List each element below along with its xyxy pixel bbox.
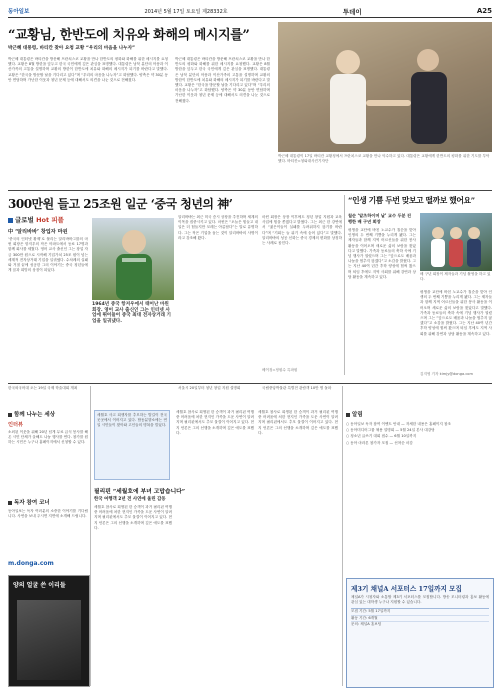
- main-headline: 300만원 들고 25조원 일군 ‘중국 청년의 神’: [8, 197, 233, 211]
- jack-ma-photo: [92, 218, 174, 300]
- top-headline: “교황님, 한반도에 치유와 화해의 메시지를”: [8, 28, 250, 43]
- main-subhead: 中 ‘알리바바’ 창업자 마윈: [8, 229, 68, 235]
- section-divider-2: [8, 383, 492, 384]
- book-cover-image: [17, 600, 81, 680]
- page-number: A25: [476, 7, 492, 15]
- group-figures: [420, 213, 492, 271]
- mid-bottom-sub: 한국 여행객 2년 전 사연에 울린 감동: [94, 497, 166, 502]
- masthead: [8, 5, 492, 18]
- main-body-col3: 마윈 회장은 상장 이후에도 청년 창업 지원과 교육 사업에 힘을 쏟겠다고 밝혔다. 그는 최근 한 강연에서 “젊은이들이 실패를 두려워하지 않기를 바란다”며 “기회는 늘 위기 속에 숨어 있다”고 말했다. 알리바바의 성공 신화는 중국 경제의 변화를 상징하는 사례로 꼽힌다.: [262, 215, 342, 246]
- section-name: 투데이: [342, 7, 362, 16]
- sidebar-section2-body: 동아일보는 독자 여러분의 소중한 이야기를 기다립니다. 사연을 보내 주시면 지면에 소개해 드립니다.: [8, 509, 88, 519]
- section-divider: [8, 190, 492, 191]
- book-ad[interactable]: [8, 575, 90, 687]
- column-divider: [90, 386, 91, 686]
- photo-credit: 바티칸=청와대사진기자단: [287, 158, 329, 163]
- top-subhead: 박근혜 대통령, 바티칸 찾아 요청 교황 “우리의 마음을 나누자”: [8, 46, 136, 51]
- main-byline: 베이징=정원수 특파원: [262, 368, 298, 372]
- culture-body-col1: 평생을 교단에 바친 노교수가 칠순을 맞아 인생의 두 번째 기쁨을 누리게 됐다. 그는 제자들과 함께 지역 어르신들을 위한 봉사 활동을 이어오며 새로운 삶의 보람을 찾았다고 말했다. 가족과 동료들의 축하 속에 기념 행사가 열렸으며 그는 “앞으로도 배움과 나눔을 멈추지 않겠다”고 소감을 밝혔다. 그는 지난 40여 년간 후학 양성에 힘써 왔으며 퇴임 후에도 지역 사회를 위해 강연과 상담 활동을 계속하고 있다.: [348, 228, 416, 279]
- notice-item: ○ 동아일보 독자 참여 이벤트 안내 — 자세한 내용은 홈페이지 참조: [346, 422, 451, 426]
- ad-table-row: 문의: 채널A 홍보팀: [351, 621, 382, 626]
- sidebar-section1-title: 인터뷰: [8, 422, 24, 428]
- ad-table-row: 모집 기간: 5월 17일까지: [351, 609, 489, 615]
- column-divider: [342, 386, 343, 686]
- top-body-continued: 박근혜 대통령은 바티칸을 방문해 프란치스코 교황을 만나 한반도의 평화와 화해를 위한 메시지를 요청했다. 교황은 8월 방한을 앞두고 한국 국민에게 깊은 관심을 표명했다. 대통령은 남북 분단의 아픔과 이산가족의 고통을 설명하며 교황의 방한이 한반도에 치유와 화해의 메시지가 되기를 바란다고 말했다. 교황은 “한국을 방문할 날을 기다리고 있다”며 “우리의 마음을 나누자”고 화답했다. 양측은 약 30분 동안 면담하며 가난한 이웃과 청년 문제 등에 대해서도 의견을 나눈 것으로 전해졌다.: [175, 57, 270, 103]
- pope-meeting-photo: [278, 22, 492, 152]
- culture-subhead: 칠순 ‘알츠하이머 날’ 교수 두분 진행한 배 구년 회장: [348, 213, 412, 224]
- notice-section-head: [346, 410, 363, 418]
- sidebar-section2-label: 독자 참여 코너: [14, 500, 50, 506]
- mid-bottom-body-col1: 세월호 참사로 희생된 한 승객이 과거 필리핀 여행 중 어려움에 처한 현지인 가족을 도운 사연이 알려지며 필리핀에서도 추모 물결이 이어지고 있다. 현지 언론은 그의 선행을 소개하며 깊은 애도를 표했다.: [94, 505, 172, 530]
- square-icon: [8, 501, 12, 505]
- channel-a-ad-title: 제3기 채널A 서포터스 17일까지 모집: [351, 585, 462, 593]
- ad-table-row: 활동 기간: 6개월: [351, 616, 489, 622]
- brief-3: 국립중앙박물관 특별전 관람객 10만 명 돌파: [262, 386, 332, 390]
- mid-bottom-body-col2: 세월호 참사로 희생된 한 승객이 과거 필리핀 여행 중 어려움에 처한 현지인 가족을 도운 사연이 알려지며 필리핀에서도 추모 물결이 이어지고 있다. 현지 언론은 그의 선행을 소개하며 깊은 애도를 표했다.: [176, 410, 254, 435]
- culture-byline: 김지영 기자 kimjy@donga.com: [420, 372, 474, 376]
- notice-item: ○ 동아미디어그룹 채용 설명회 — 5월 24일 본사 대강당: [346, 428, 435, 433]
- tag-hot-label: Hot 피플: [36, 216, 64, 224]
- tag-label: 글로벌: [15, 216, 34, 224]
- brief-1: 한국외국어대 오는 19일 국제 학술대회 개최: [8, 386, 78, 390]
- brief-box-text: 세월호 사고 희생자를 추모하는 발길이 전국 곳곳에서 이어지고 있다. 합동분향소에는 연일 시민들이 찾아와 고인들의 명복을 빌었다.: [97, 413, 167, 428]
- channel-a-ad-body: 채널A가 시청자와 소통할 제3기 서포터스를 모집합니다. 방송 모니터링과 홍보 활동에 관심 있는 대학생 누구나 지원할 수 있습니다.: [351, 595, 489, 605]
- section-tag: [8, 215, 64, 224]
- culture-photo: [420, 213, 492, 271]
- culture-headline: “인생 기쁨 두번 맞보고 떨까보 했어요”: [348, 196, 475, 205]
- top-photo-caption: [278, 154, 492, 163]
- top-body: 박근혜 대통령은 바티칸을 방문해 프란치스코 교황을 만나 한반도의 평화와 화해를 위한 메시지를 요청했다. 교황은 8월 방한을 앞두고 한국 국민에게 깊은 관심을 표명했다. 대통령은 남북 분단의 아픔과 이산가족의 고통을 설명하며 교황의 방한이 한반도에 치유와 화해의 메시지가 되기를 바란다고 말했다. 교황은 “한국을 방문할 날을 기다리고 있다”며 “우리의 마음을 나누자”고 화답했다. 양측은 약 30분 동안 면담하며 가난한 이웃과 청년 문제 등에 대해서도 의견을 나눈 것으로 전해졌다.: [8, 57, 168, 82]
- paper-name: 동아일보: [8, 9, 30, 15]
- column-divider: [344, 195, 345, 375]
- photo-figures: [278, 22, 492, 152]
- channel-a-ad[interactable]: [346, 578, 494, 688]
- main-body-col2: 알리바바는 최근 미국 증시 상장을 추진하며 세계의 이목을 집중시키고 있다. 마윈은 “오늘은 힘들고 내일은 더 힘들지만 모레는 아름답다”는 말로 유명하다. 그는 작은 기업을 돕는 것이 알리바바의 사명이라고 강조해 왔다.: [178, 215, 258, 240]
- sidebar-section1-body: 소외된 이웃을 위해 20년 넘게 무료 급식 봉사를 해 온 시민 단체가 올해도 나눔 행사를 연다. 참가를 원하는 시민은 누구나 홈페이지에서 신청할 수 있다.: [8, 430, 88, 445]
- culture-body-col2: 평생을 교단에 바친 노교수가 칠순을 맞아 인생의 두 번째 기쁨을 누리게 됐다. 그는 제자들과 함께 지역 어르신들을 위한 봉사 활동을 이어오며 새로운 삶의 보람을 찾았다고 말했다. 가족과 동료들의 축하 속에 기념 행사가 열렸으며 그는 “앞으로도 배움과 나눔을 멈추지 않겠다”고 소감을 밝혔다. 그는 지난 40여 년간 후학 양성에 힘써 왔으며 퇴임 후에도 지역 사회를 위해 강연과 상담 활동을 계속하고 있다.: [420, 290, 492, 336]
- notice-item: ○ 청소년 글쓰기 대회 접수 — 6월 10일까지: [346, 434, 417, 439]
- issue-date: 2014년 5월 17일 토요일: [144, 8, 201, 15]
- main-photo-caption: 1964년 중국 항저우에서 태어난 마윈 회장. 영어 교사 출신인 그는 인터넷 사업에 뛰어들어 중국 최대 전자상거래 기업을 일궈냈다.: [92, 302, 171, 324]
- sidebar-section2-head: [8, 498, 50, 506]
- brief-box: [94, 410, 170, 480]
- mid-bottom-headline: 필리핀 “세월호에 부녀 고맙습니다”: [94, 489, 186, 495]
- caption-text: 박근혜 대통령이 17일 바티칸 교황청에서 프란치스코 교황을 만나 악수하고 있다. 대통령은 교황에게 한반도의 평화를 위한 기도를 부탁했다.: [278, 154, 490, 163]
- notice-body: 세월호 참사로 희생된 한 승객이 과거 필리핀 여행 중 어려움에 처한 현지인 가족을 도운 사연이 알려지며 필리핀에서도 추모 물결이 이어지고 있다. 현지 언론은 그의 선행을 소개하며 깊은 애도를 표했다.: [258, 410, 338, 435]
- square-icon: [8, 413, 12, 417]
- notice-section-label: 알림: [352, 412, 363, 418]
- brief-2: 서울시 20일부터 청년 창업 지원 설명회: [178, 386, 241, 390]
- culture-caption: 배 구년 회장이 제자들과 기념 촬영을 하고 있다.: [420, 272, 491, 281]
- square-icon: [8, 218, 13, 223]
- ad-table: [351, 608, 489, 627]
- site-link[interactable]: m.donga.com: [8, 560, 54, 567]
- main-body-col1: ‘중국의 인터넷 황제’로 불리는 알리바바그룹의 마윈 회장은 항저우의 작은 아파트에서 동료 17명과 함께 회사를 세웠다. 영어 교사 출신인 그는 창업 자금 300만 원으로 시작해 기업가치 25조 원이 넘는 세계적 전자상거래 기업을 일궈냈다. 수차례의 실패와 거절 끝에 성공한 그의 이야기는 중국 청년들에게 꿈과 희망의 상징이 되었다.: [8, 237, 88, 273]
- sidebar-section1-label: 함께 나누는 세상: [14, 412, 56, 418]
- portrait-figure: [92, 218, 174, 300]
- notice-list: [346, 422, 492, 447]
- square-icon: [346, 413, 350, 417]
- issue-number: 제28332호: [202, 8, 228, 15]
- book-ad-title: 양의 얼굴 쓴 이리들: [13, 582, 66, 589]
- notice-item: ○ 동아 마라톤 참가자 모집 — 선착순 마감: [346, 440, 413, 445]
- sidebar-section1-head: [8, 410, 55, 418]
